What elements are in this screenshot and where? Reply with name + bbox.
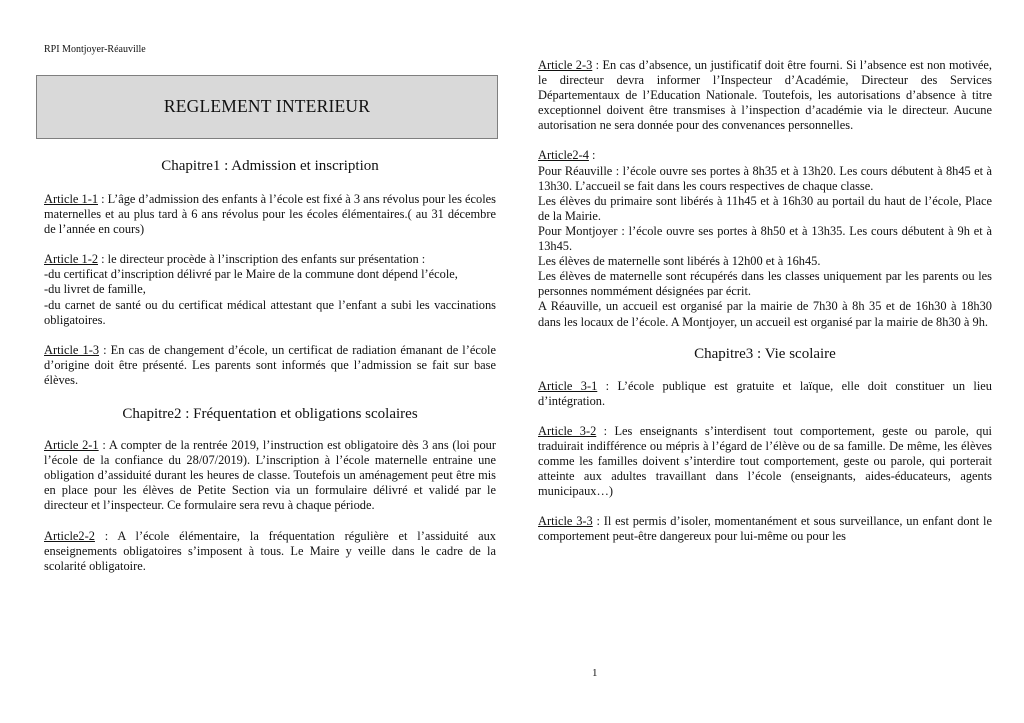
- article-2-4: [538, 148, 992, 329]
- article-3-1: [538, 379, 992, 409]
- article-text: : Il est permis d’isoler, momentanément et sous surveillance, un enfant dont le comportement peut-être dangereux pour lui-même ou pour les: [538, 514, 992, 544]
- article-1-2: [44, 252, 496, 327]
- article-label: Article 3-1: [538, 378, 598, 393]
- article-label: Article 1-2: [44, 252, 99, 267]
- article-text: : En cas d’absence, un justificatif doit être fourni. Si l’absence est non motivée, le directeur devra informer l’Inspecteur d’Académie, Directeur des Services Départementaux de l’Education Nationale. Toutefois, les autorisations d’absence à titre exceptionnel doivent être transmises à l’inspection d’académie via le directeur. Aucune autorisation ne sera donnée pour des convenances personnelles.: [538, 58, 992, 133]
- left-column: [44, 60, 496, 589]
- list-item: -du certificat d’inscription délivré par le Maire de la commune dont dépend l’école,: [44, 267, 458, 282]
- article-text: : L’âge d’admission des enfants à l’école est fixé à 3 ans révolus pour les écoles maternelles et au plus tard à 6 ans révolus pour les écoles élémentaires.( au 31 décembre de l’année en cours): [44, 192, 496, 237]
- article-text: : En cas de changement d’école, un certificat de radiation émanant de l’école d’origine doit être présenté. Les parents sont informés que l’admission se fait sur base élèves.: [44, 342, 496, 387]
- chapter-3-heading: Chapitre3 : Vie scolaire: [694, 345, 836, 362]
- list-item: -du livret de famille,: [44, 282, 146, 297]
- paragraph: Les élèves de maternelle sont récupérés dans les classes uniquement par les parents ou les personnes nommément désignées par écrit.: [538, 269, 992, 299]
- chapter-2-heading: Chapitre2 : Fréquentation et obligations scolaires: [122, 406, 418, 423]
- article-2-2: [44, 529, 496, 574]
- chapter-1-heading: Chapitre1 : Admission et inscription: [161, 158, 379, 174]
- article-label: Article 1-3: [44, 342, 100, 357]
- article-3-3: [538, 514, 992, 544]
- paragraph: Pour Montjoyer : l’école ouvre ses portes à 8h50 et à 13h35. Les cours débutent à 9h et à 13h45.: [538, 223, 992, 254]
- paragraph: Les élèves du primaire sont libérés à 11h45 et à 16h30 au portail du haut de l’école, Place de la Mairie.: [538, 193, 992, 223]
- paragraph: A Réauville, un accueil est organisé par la mairie de 7h30 à 8h 35 et de 16h30 à 18h30 dans les locaux de l’école. A Montjoyer, un accueil est organisé par la mairie de 8h30 à 9h.: [538, 299, 992, 329]
- right-column: [538, 58, 992, 559]
- article-label: Article 1-1: [44, 192, 99, 206]
- article-label: Article2-4: [538, 148, 589, 163]
- page-header: RPI Montjoyer-Réauville: [44, 44, 146, 55]
- article-text: : L’école publique est gratuite et laïque, elle doit constituer un lieu d’intégration.: [538, 378, 992, 408]
- article-1-3: [44, 343, 496, 388]
- article-text: : Les enseignants s’interdisent tout comportement, geste ou parole, qui traduirait indifférence ou mépris à l’égard de l’élève ou de sa famille. De même, les élèves comme les familles doivent s’interdire tout comportement, geste ou parole, qui porterait atteinte aux adultes travaillant dans l’école (enseignants, aides-éducateurs, agents municipaux…): [538, 423, 992, 499]
- article-label: Article 2-3: [538, 58, 593, 72]
- article-2-3: [538, 58, 992, 133]
- article-label: Article 3-2: [538, 423, 597, 438]
- document-title: REGLEMENT INTERIEUR: [36, 75, 498, 139]
- article-text: : le directeur procède à l’inscription des enfants sur présentation :: [98, 252, 426, 267]
- article-text: :: [588, 148, 596, 163]
- article-text: : A compter de la rentrée 2019, l’instruction est obligatoire dès 3 ans (loi pour l’école de la confiance du 28/07/2019). L’inscription à l’école maternelle entraine une obligation d’assiduité durant les heures de classe. Toutefois un aménagement peut être mis en place pour les élèves de Petite Section via un formulaire délivré et validé par le directeur et l’inspecteur. Ce formulaire sera revu à chaque période.: [44, 438, 496, 513]
- article-label: Article 3-3: [538, 514, 593, 529]
- article-text: : A l’école élémentaire, la fréquentation régulière et l’assiduité aux enseignements obligatoires s’imposent à tous. Le Maire y veille dans le cadre de la scolarité obligatoire.: [44, 528, 496, 573]
- article-label: Article2-2: [44, 528, 95, 543]
- article-label: Article 2-1: [44, 438, 99, 453]
- article-3-2: [538, 424, 992, 499]
- paragraph: Pour Réauville : l’école ouvre ses portes à 8h35 et à 13h20. Les cours débutent à 8h45 et à 13h30. L’accueil se fait dans les cours respectives de chaque classe.: [538, 163, 992, 193]
- article-2-1: [44, 438, 496, 513]
- paragraph: Les élèves de maternelle sont libérés à 12h00 et à 16h45.: [538, 254, 821, 269]
- page-number: 1: [592, 667, 598, 679]
- list-item: -du carnet de santé ou du certificat médical attestant que l’enfant a subi les vaccinations obligatoires.: [44, 297, 496, 327]
- article-1-1: [44, 192, 496, 237]
